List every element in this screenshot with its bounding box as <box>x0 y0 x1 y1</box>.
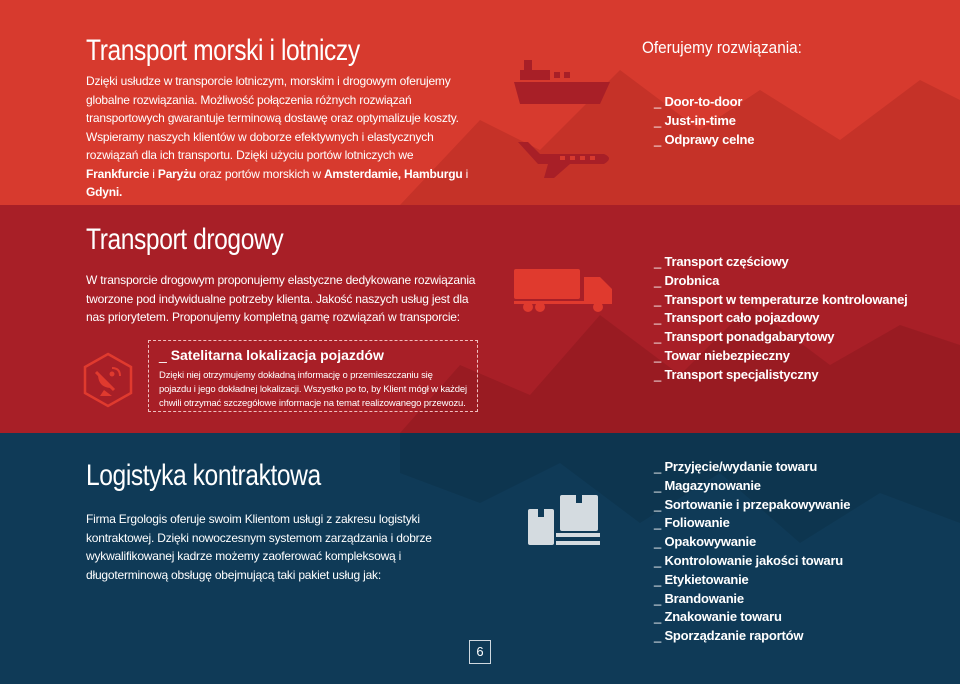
road-services-list <box>654 253 908 385</box>
satellite-box <box>148 340 478 412</box>
road-title: Transport drogowy <box>86 223 284 256</box>
list-item: _ Brandowanie <box>654 590 850 609</box>
list-item: _ Znakowanie towaru <box>654 608 850 627</box>
sea-air-title: Transport morski i lotniczy <box>86 34 360 67</box>
list-item: _ Door-to-door <box>654 93 754 112</box>
list-item: _ Odprawy celne <box>654 131 754 150</box>
offer-heading: Oferujemy rozwiązania: <box>642 38 802 57</box>
list-item: _ Kontrolowanie jakości towaru <box>654 552 850 571</box>
plane-icon <box>514 136 614 178</box>
list-item: _ Just-in-time <box>654 112 754 131</box>
list-item: _ Przyjęcie/wydanie towaru <box>654 458 850 477</box>
logistics-services-list <box>654 458 850 646</box>
list-item: _ Towar niebezpieczny <box>654 347 908 366</box>
list-item: _ Transport ponadgabarytowy <box>654 328 908 347</box>
list-item: _ Etykietowanie <box>654 571 850 590</box>
boxes-icon <box>526 493 600 547</box>
sea-air-section <box>0 0 960 205</box>
page-number: 6 <box>469 640 491 664</box>
list-item: _ Transport cało pojazdowy <box>654 309 908 328</box>
list-item: _ Transport częściowy <box>654 253 908 272</box>
satellite-title: _ Satelitarna lokalizacja pojazdów <box>159 347 467 363</box>
list-item: _ Foliowanie <box>654 514 850 533</box>
list-item: _ Transport specjalistyczny <box>654 366 908 385</box>
satellite-icon <box>82 352 134 408</box>
offer-list <box>654 93 754 149</box>
sea-air-paragraph: Dzięki usłudze w transporcie lotniczym, morskim i drogowym oferujemy globalne rozwiązania. Możliwość połączenia różnych rozwiązań transportowych gwarantuje terminową dostawę oraz optymalizuje koszty. Wspieramy naszych klientów w doborze efektywnych i elastycznych rozwiązań dla ich transportu. Dzięki użyciu portów lotniczych we Frankfurcie i Paryżu oraz portów morskich w Amsterdamie, Hamburgu i Gdyni. <box>86 74 469 199</box>
list-item: _ Sporządzanie raportów <box>654 627 850 646</box>
road-paragraph: W transporcie drogowym proponujemy elastyczne dedykowane rozwiązania tworzone pod indywidualne potrzeby klienta. Jakość naszych usług jest dla nas priorytetem. Proponujemy kompletną gamę rozwiązań w transporcie: <box>86 273 476 324</box>
ship-icon <box>514 58 610 108</box>
road-section <box>0 205 960 433</box>
satellite-text: Dzięki niej otrzymujemy dokładną informację o przemieszczaniu się pojazdu i jego dokładnej lokalizacji. Wszystko po to, by Klient mógł w każdej chwili otrzymać szczegółowe informacje na temat realizowanego przewozu. <box>159 370 467 409</box>
logistics-title: Logistyka kontraktowa <box>86 459 321 492</box>
list-item: _ Magazynowanie <box>654 477 850 496</box>
list-item: _ Opakowywanie <box>654 533 850 552</box>
list-item: _ Drobnica <box>654 272 908 291</box>
logistics-paragraph: Firma Ergologis oferuje swoim Klientom usługi z zakresu logistyki kontraktowej. Dzięki nowoczesnym systemom zarządzania i dobrze wykwalifikowanej kadrze możemy zaoferować kompleksową i długoterminową obsługę obejmującą taki pakiet usług jak: <box>86 512 432 582</box>
list-item: _ Transport w temperaturze kontrolowanej <box>654 291 908 310</box>
list-item: _ Sortowanie i przepakowywanie <box>654 496 850 515</box>
truck-icon <box>514 267 612 313</box>
